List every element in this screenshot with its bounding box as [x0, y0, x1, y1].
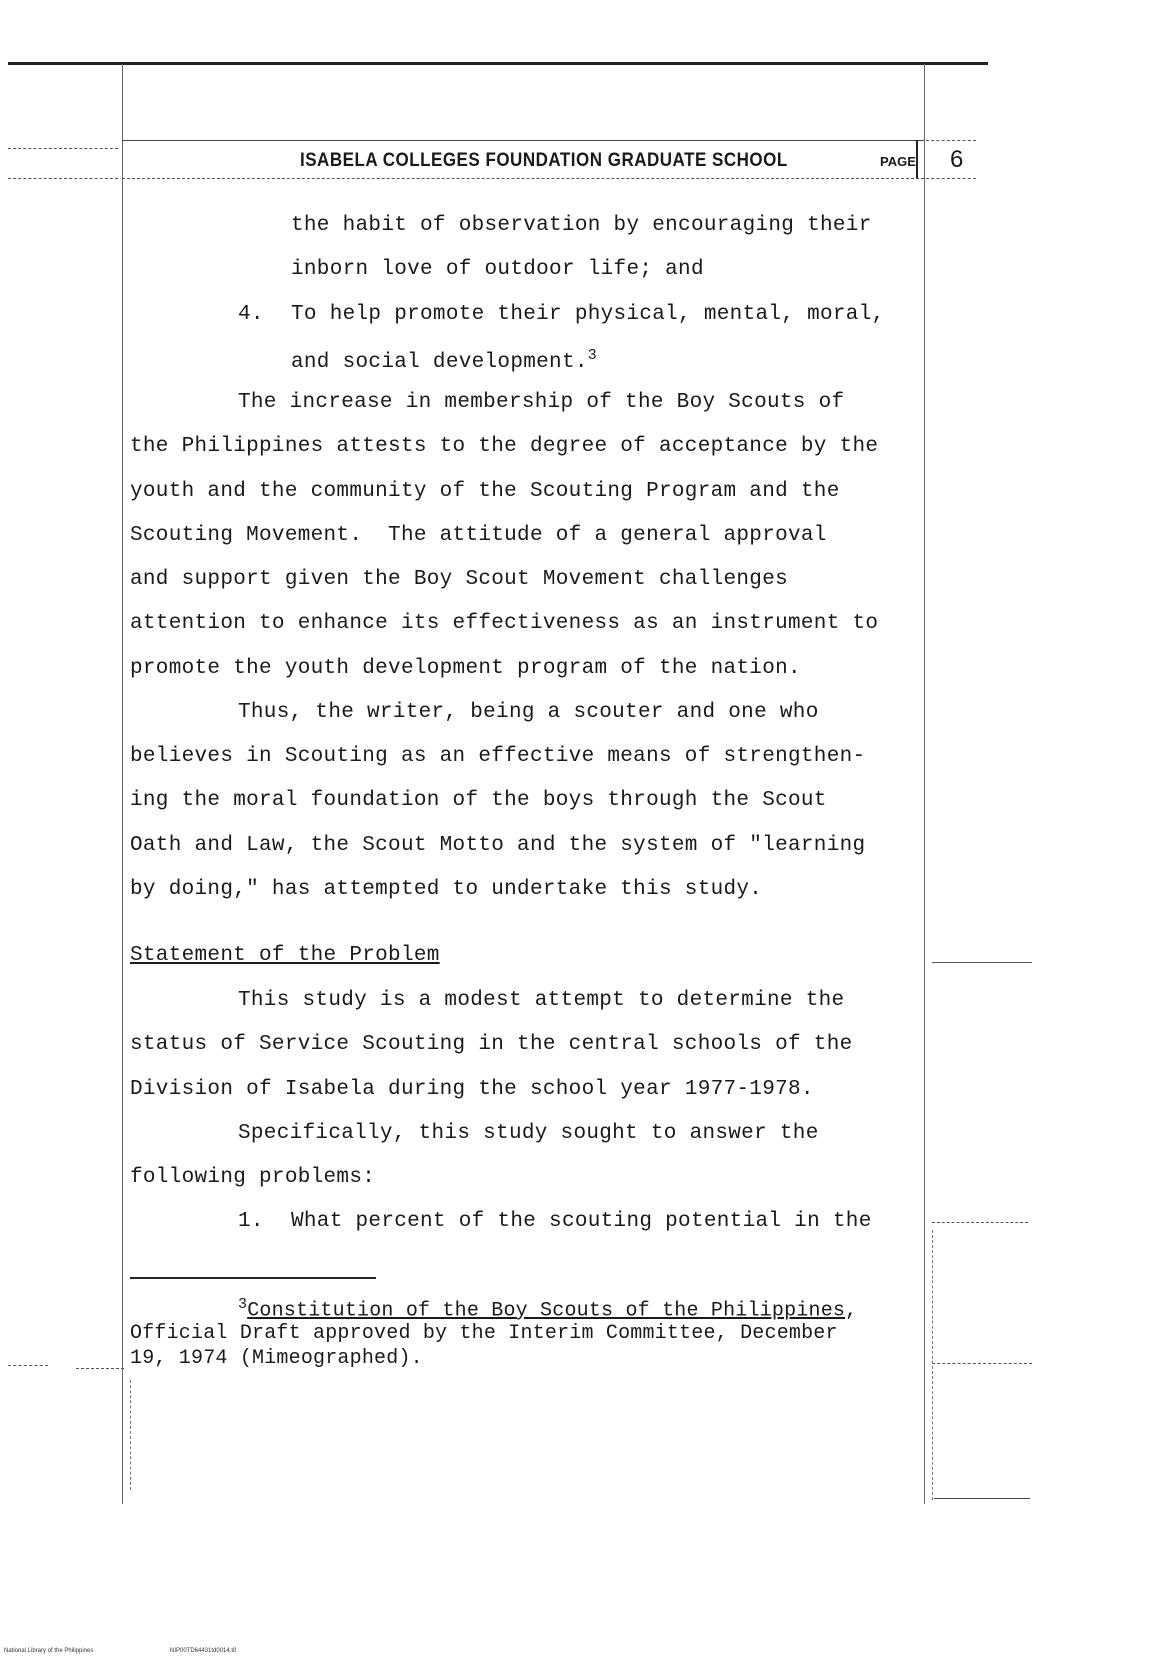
body-line: [291, 347, 597, 374]
body-line: status of Service Scouting in the central schools of the: [130, 1033, 853, 1056]
left-edge-dash-3: [8, 1365, 48, 1366]
body-line: To help promote their physical, mental, moral,: [291, 303, 885, 326]
body-line: Oath and Law, the Scout Motto and the system of "learning: [130, 834, 866, 857]
body-line-text: and social development.: [291, 351, 588, 374]
institution-header: ISABELA COLLEGES FOUNDATION GRADUATE SCHOOL: [300, 148, 788, 171]
body-line: Division of Isabela during the school year 1977-1978.: [130, 1078, 814, 1101]
section-heading: Statement of the Problem: [130, 944, 440, 967]
page-number: 6: [950, 146, 964, 173]
file-id: NIP00TD64431td0014.tif: [170, 1648, 237, 1654]
paragraph-start: The increase in membership of the Boy Scouts of: [238, 391, 845, 414]
footnote-line: 19, 1974 (Mimeographed).: [130, 1347, 423, 1370]
body-line: youth and the community of the Scouting Program and the: [130, 480, 840, 503]
left-margin-dash-vertical: [130, 1380, 131, 1490]
paragraph-start: Thus, the writer, being a scouter and one who: [238, 701, 819, 724]
body-line: inborn love of outdoor life; and: [291, 258, 704, 281]
left-edge-dash-4: [76, 1368, 124, 1369]
header-bottom-line: [122, 178, 924, 179]
body-line: and support given the Boy Scout Movement challenges: [130, 568, 789, 591]
footnote-line: [238, 1296, 857, 1323]
left-margin-line: [122, 64, 123, 1504]
list-number: 4.: [238, 303, 264, 326]
header-top-line: [122, 140, 924, 141]
right-edge-dash-2: [926, 178, 976, 179]
footnote-marker: 3: [238, 1296, 248, 1313]
footnote-line: Official Draft approved by the Interim Committee, December: [130, 1322, 838, 1345]
list-number: 1.: [238, 1210, 264, 1233]
paragraph-start: Specifically, this study sought to answer the: [238, 1122, 819, 1145]
right-edge-dash-3: [932, 1222, 1028, 1223]
body-line: believes in Scouting as an effective means of strengthen-: [130, 745, 866, 768]
top-border-line: [8, 62, 988, 65]
right-margin-line: [924, 64, 925, 1504]
body-line: by doing," has attempted to undertake this study.: [130, 878, 763, 901]
body-line: following problems:: [130, 1166, 376, 1189]
paragraph-start: This study is a modest attempt to determine the: [238, 989, 845, 1012]
body-line: What percent of the scouting potential in the: [291, 1210, 872, 1233]
library-credit: National Library of the Philippines: [4, 1648, 94, 1654]
footnote-title: Constitution of the Boy Scouts of the Philippines: [247, 1299, 846, 1323]
left-edge-dash-1: [8, 148, 118, 149]
footnote-reference: 3: [587, 347, 598, 364]
body-line: attention to enhance its effectiveness as an instrument to: [130, 612, 879, 635]
body-line: the habit of observation by encouraging their: [291, 214, 872, 237]
header-right-tick: [916, 140, 918, 178]
body-line: promote the youth development program of the nation.: [130, 657, 801, 680]
footnote-punctuation: ,: [845, 1299, 858, 1323]
body-line: the Philippines attests to the degree of acceptance by the: [130, 435, 879, 458]
body-line: Scouting Movement. The attitude of a general approval: [130, 524, 827, 547]
right-edge-rule-1: [932, 962, 1032, 963]
left-edge-dash-2: [8, 178, 118, 179]
footnote-separator: [130, 1277, 376, 1279]
bottom-right-rule: [934, 1498, 1030, 1499]
page-label: PAGE: [880, 154, 916, 169]
right-edge-dash-4: [932, 1363, 1032, 1364]
body-line: ing the moral foundation of the boys through the Scout: [130, 789, 827, 812]
right-edge-dash-1: [926, 140, 976, 141]
right-margin-dash-vertical: [932, 1230, 933, 1500]
